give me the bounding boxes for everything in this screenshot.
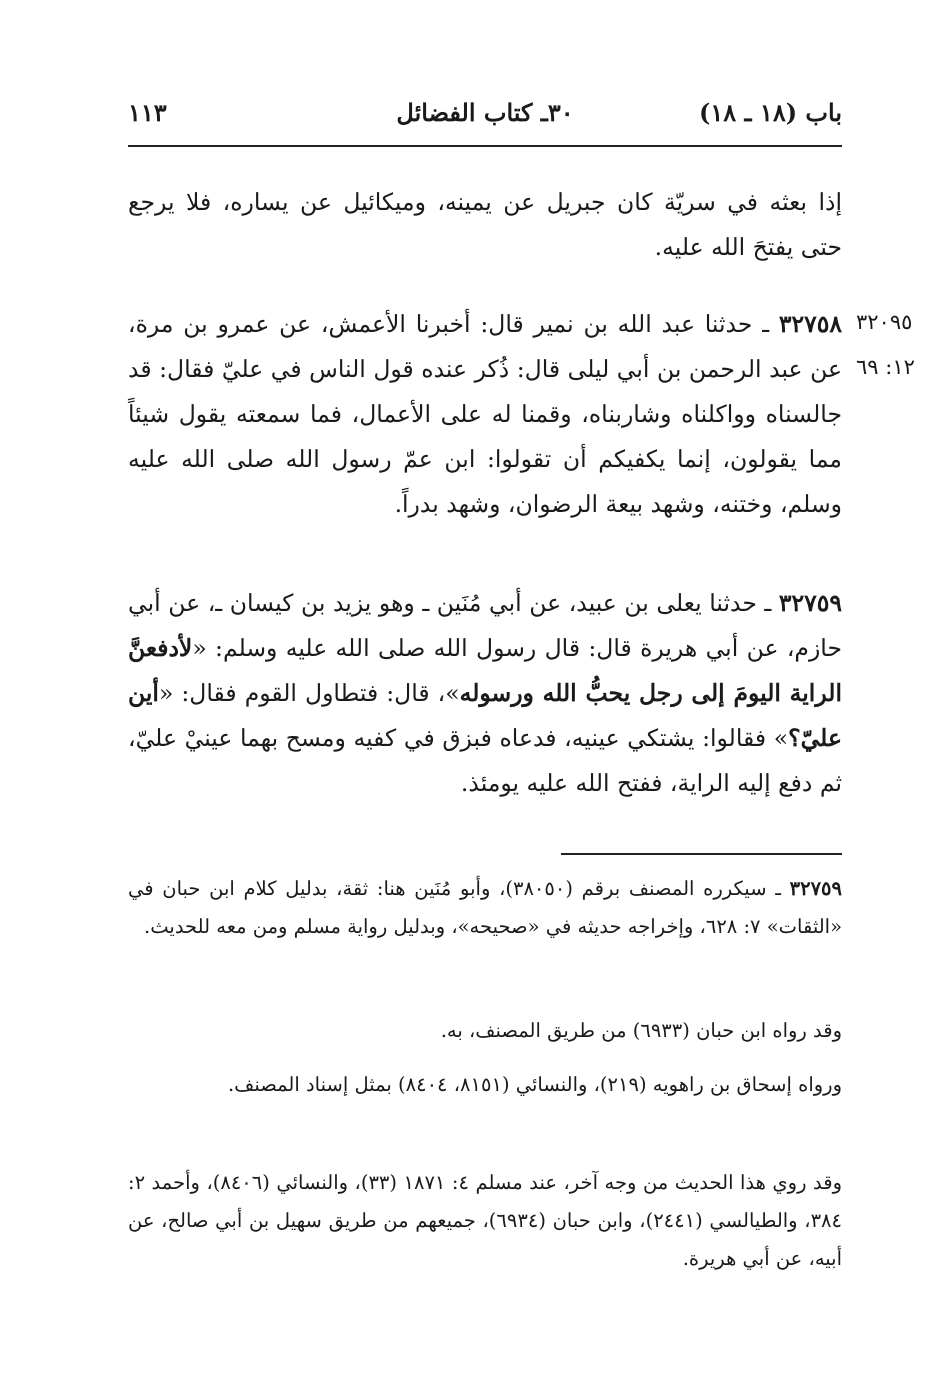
header-rule: [128, 145, 842, 147]
hadith-text: » فقالوا: يشتكي عينيه، فدعاه فبزق في كفيه ومسح بهما عينيْ عليّ، ثم دفع إليه الراية، ففتح الله عليه يومئذ.: [128, 724, 842, 797]
footnote-3: ورواه إسحاق بن راهويه (٢١٩)، والنسائي (٨١٥١، ٨٤٠٤) بمثل إسناد المصنف.: [227, 1073, 842, 1096]
hadith-text: ـ حدثنا عبد الله بن نمير قال: أخبرنا الأعمش، عن عمرو بن مرة، عن عبد الرحمن بن أبي ليلى قال: ذُكر عنده قول الناس في عليّ فقال: قد جالسناه وواكلناه وشاربناه، وقمنا له على الأعمال، فما سمعته يقول شيئاً مما يقولون، إنما يكفيكم أن تقولوا: ابن عمّ رسول الله صلى الله عليه وسلم، وختنه، وشهد بيعة الرضوان، وشهد بدراً.: [128, 310, 842, 518]
hadith-number: ٣٢٧٥٩: [778, 589, 842, 617]
hadith-number: ٣٢٧٥٨: [778, 310, 842, 338]
chapter-title: باب (١٨ ـ ١٨): [699, 98, 842, 127]
page-number: ١١٣: [128, 98, 167, 127]
book-title: ٣٠ـ كتاب الفضائل: [396, 98, 574, 127]
prophetic-quote: لأدفعنَّ الراية اليومَ إلى رجل يحبُّ الله ورسوله: [128, 634, 842, 707]
footnote-rule: [561, 853, 842, 855]
hadith-text: »، قال: فتطاول القوم فقال: «: [158, 679, 460, 707]
footnote-2: وقد رواه ابن حبان (٦٩٣٣) من طريق المصنف، به.: [440, 1019, 842, 1042]
hadith-text: ـ حدثنا يعلى بن عبيد، عن أبي مُنَين ـ وهو يزيد بن كيسان ـ، عن أبي حازم، عن أبي هريرة قال: قال رسول الله صلى الله عليه وسلم: «: [128, 589, 842, 662]
margin-reference-1: ٣٢٠٩٥: [856, 310, 913, 334]
hadith-32759: [128, 581, 842, 806]
prophetic-quote: أين عليّ؟: [128, 679, 842, 752]
footnote-text: ـ سيكرره المصنف برقم (٣٨٠٥٠)، وأبو مُنَين هنا: ثقة، بدليل كلام ابن حبان في «الثقات» ٧: ٦٢٨، وإخراجه حديثه في «صحيحه»، وبدليل رواية مسلم ومن معه للحديث.: [128, 877, 842, 938]
paragraph-continuation: إذا بعثه في سريّة كان جبريل عن يمينه، وميكائيل عن يساره، فلا يرجع حتى يفتحَ الله عليه.: [128, 188, 842, 261]
footnote-4: وقد روي هذا الحديث من وجه آخر، عند مسلم ٤: ١٨٧١ (٣٣)، والنسائي (٨٤٠٦)، وأحمد ٢: ٣٨٤، والطيالسي (٢٤٤١)، وابن حبان (٦٩٣٤)، جميعهم من طريق سهيل بن أبي صالح، عن أبيه، عن أبي هريرة.: [128, 1171, 842, 1270]
footnote-1: [128, 870, 842, 946]
running-header: [128, 92, 842, 136]
hadith-32758: [128, 302, 842, 527]
footnote-number: ٣٢٧٥٩: [789, 877, 843, 900]
margin-reference-2: ١٢: ٦٩: [856, 355, 915, 379]
